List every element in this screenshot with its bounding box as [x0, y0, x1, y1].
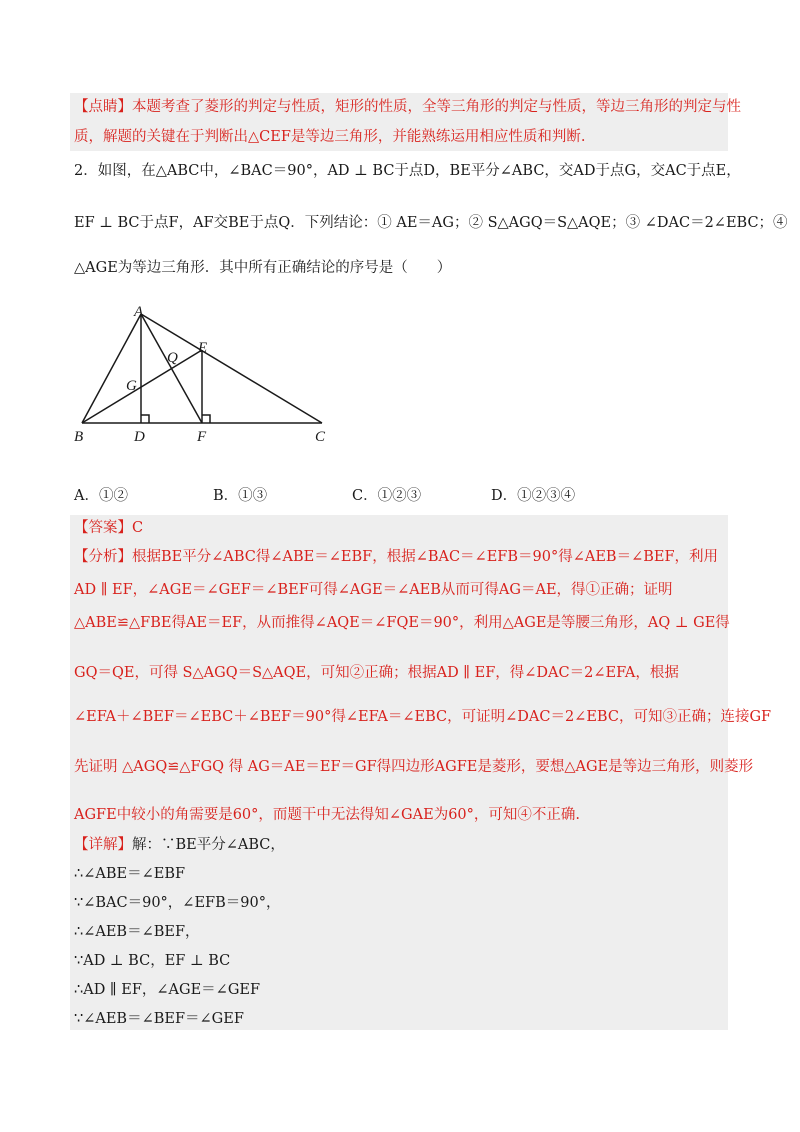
analysis-line-3: △ABE≌△FBE得AE＝EF，从而推得∠AQE＝∠FQE＝90°，利用△AGE是等腰三角形，AQ ⊥ GE得	[74, 615, 730, 631]
question-line-1: 2．如图，在△ABC中，∠BAC＝90°，AD ⊥ BC于点D，BE平分∠ABC，交AD于点G，交AC于点E，	[74, 163, 741, 179]
label-B: B	[74, 429, 84, 445]
option-b: B．①③	[213, 488, 268, 504]
geometry-figure	[70, 300, 340, 465]
question-line-3: △AGE为等边三角形．其中所有正确结论的序号是（ ）	[74, 260, 452, 276]
label-G: G	[126, 378, 137, 394]
label-D: D	[134, 429, 145, 445]
note-line-1: 【点睛】本题考查了菱形的判定与性质，矩形的性质，全等三角形的判定与性质，等边三角形的判定与性	[74, 99, 741, 115]
detail-line-3: ∵∠BAC＝90°，∠EFB＝90°，	[74, 895, 281, 911]
analysis-line-7: AGFE中较小的角需要是60°，而题干中无法得知∠GAE为60°，可知④不正确.	[74, 807, 580, 823]
detail-line-5: ∵AD ⊥ BC，EF ⊥ BC	[74, 953, 231, 969]
label-A: A	[134, 304, 144, 320]
analysis-line-2: AD ∥ EF，∠AGE＝∠GEF＝∠BEF可得∠AGE＝∠AEB从而可得AG＝AE，得①正确；证明	[74, 582, 673, 598]
label-E: E	[198, 340, 208, 356]
detail-line-7: ∵∠AEB＝∠BEF＝∠GEF	[74, 1011, 244, 1027]
detail-line-4: ∴∠AEB＝∠BEF，	[74, 924, 200, 940]
detail-label: 【详解】	[74, 837, 132, 853]
option-c: C．①②③	[352, 488, 422, 504]
analysis-line-6: 先证明 △AGQ≌△FGQ 得 AG＝AE＝EF＝GF得四边形AGFE是菱形，要想△AGE是等边三角形，则菱形	[74, 759, 754, 775]
label-F: F	[197, 429, 207, 445]
analysis-line-1: 【分析】根据BE平分∠ABC得∠ABE＝∠EBF，根据∠BAC＝∠EFB＝90°得∠AEB＝∠BEF，利用	[74, 549, 719, 565]
detail-line-2: ∴∠ABE＝∠EBF	[74, 866, 186, 882]
option-a: A．①②	[74, 488, 128, 504]
analysis-line-4: GQ＝QE，可得 S△AGQ＝S△AQE，可知②正确；根据AD ∥ EF，得∠DAC＝2∠EFA，根据	[74, 665, 679, 681]
answer-line: 【答案】C	[74, 520, 144, 536]
option-d: D．①②③④	[491, 488, 576, 504]
analysis-line-5: ∠EFA＋∠BEF＝∠EBC＋∠BEF＝90°得∠EFA＝∠EBC，可证明∠DAC＝2∠EBC，可知③正确；连接GF	[74, 709, 772, 725]
detail-line-1	[74, 835, 285, 855]
detail-line-1-text: 解：∵BE平分∠ABC，	[132, 837, 285, 853]
detail-line-6: ∴AD ∥ EF，∠AGE＝∠GEF	[74, 982, 261, 998]
label-Q: Q	[167, 350, 178, 366]
label-C: C	[315, 429, 326, 445]
note-line-2: 质，解题的关键在于判断出△CEF是等边三角形，并能熟练运用相应性质和判断.	[74, 129, 586, 145]
question-line-2: EF ⊥ BC于点F，AF交BE于点Q．下列结论：① AE＝AG；② S△AGQ＝S△AQE；③ ∠DAC＝2∠EBC；④	[74, 215, 788, 231]
